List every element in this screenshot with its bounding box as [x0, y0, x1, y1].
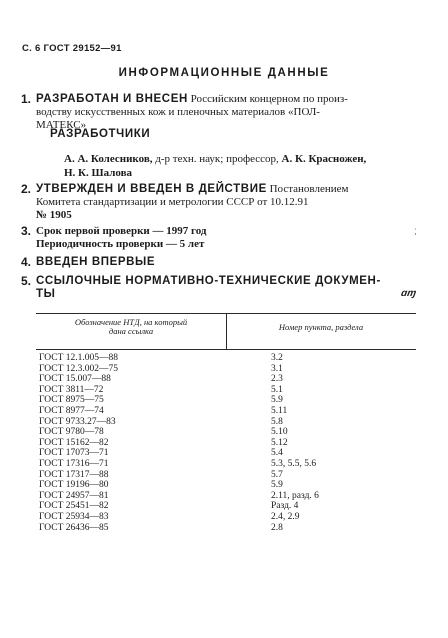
section-5-heading-line-1: ССЫЛОЧНЫЕ НОРМАТИВНО-ТЕХНИЧЕСКИЕ ДОКУМЕН-: [36, 275, 381, 287]
table-row: [36, 353, 416, 364]
table-cell-document: ГОСТ 17316—71: [39, 458, 109, 469]
section-5: [21, 274, 421, 301]
table-row: [36, 438, 416, 449]
table-cell-clause: 5.3, 5.5, 5.6: [271, 458, 317, 469]
developers-heading: РАЗРАБОТЧИКИ: [50, 128, 151, 140]
table-cell-clause: 5.1: [271, 384, 283, 395]
table-body: [36, 353, 416, 533]
table-cell-document: ГОСТ 9780—78: [39, 427, 104, 438]
table-cell-document: ГОСТ 9733.27—83: [39, 416, 116, 427]
developers-list: [64, 152, 424, 180]
table-cell-clause: 3.2: [271, 353, 283, 363]
table-cell-document: ГОСТ 12.1.005—88: [39, 353, 118, 363]
section-2: [21, 182, 421, 222]
table-row: [36, 480, 416, 491]
table-cell-clause: 3.1: [271, 363, 283, 374]
table-cell-document: ГОСТ 8977—74: [39, 405, 104, 416]
table-cell-clause: 2.3: [271, 374, 283, 385]
table-cell-clause: 5.11: [271, 405, 288, 416]
table-cell-document: ГОСТ 17317—88: [39, 469, 109, 480]
developer-2: А. К. Красножен,: [281, 153, 367, 165]
developer-1-title: д-р техн. наук; профессор,: [155, 153, 279, 165]
table-cell-clause: 5.12: [271, 437, 288, 448]
table-row: [36, 417, 416, 428]
section-4: [21, 255, 421, 269]
section-2-line-3: № 1905: [36, 209, 72, 221]
page-title: ИНФОРМАЦИОННЫЕ ДАННЫЕ: [118, 67, 330, 79]
table-header-document-line-1: Обозначение НТД, на который: [74, 317, 188, 327]
section-4-heading: ВВЕДЕН ВПЕРВЫЕ: [36, 256, 156, 268]
section-1-line-3: МАТЕКС»: [36, 119, 87, 131]
table-header-document-line-2: дана ссылка: [108, 326, 154, 336]
table-row: [36, 491, 416, 502]
table-cell-document: ГОСТ 25451—82: [39, 501, 109, 512]
table-cell-clause: 5.4: [271, 448, 283, 459]
table-row: [36, 470, 416, 481]
table-cell-document: ГОСТ 3811—72: [39, 384, 104, 395]
section-2-number: 2.: [21, 182, 32, 196]
section-1-line-1: Российским концерном по произ-: [190, 93, 348, 105]
table-row: [36, 501, 416, 512]
section-2-heading: УТВЕРЖДЕН И ВВЕДЕН В ДЕЙСТВИЕ: [36, 183, 267, 195]
table-cell-document: ГОСТ 12.3.002—75: [39, 363, 118, 374]
table-cell-clause: 5.9: [271, 480, 283, 491]
section-1-line-2: водству искусственных кож и пленочных материалов «ПОЛ-: [36, 106, 320, 118]
table-row: [36, 406, 416, 417]
section-1-number: 1.: [21, 92, 32, 106]
section-3-line-1: Срок первой проверки — 1997 год: [36, 225, 207, 237]
section-2-line-2: Комитета стандартизации и метрологии СССР от 10.12.91: [36, 196, 309, 208]
table-row: [36, 364, 416, 375]
scan-mark-icon: ɑɱ: [398, 288, 419, 299]
page-header: С. 6 ГОСТ 29152—91: [22, 43, 122, 54]
table-cell-clause: Разд. 4: [271, 501, 299, 512]
table-row: [36, 385, 416, 396]
table-row: [36, 395, 416, 406]
table-row: [36, 523, 416, 534]
table-row: [36, 459, 416, 470]
table-cell-clause: 2.4, 2.9: [271, 511, 300, 522]
table-row: [36, 448, 416, 459]
table-cell-clause: 2.11, разд. 6: [271, 490, 319, 501]
table-row: [36, 374, 416, 385]
table-cell-document: ГОСТ 19196—80: [39, 480, 109, 491]
table-cell-clause: 5.10: [271, 427, 288, 438]
section-1: [21, 92, 421, 132]
section-5-number: 5.: [21, 274, 32, 288]
section-2-line-1: Постановлением: [269, 183, 349, 195]
section-1-heading: РАЗРАБОТАН И ВНЕСЕН: [36, 93, 188, 105]
section-5-heading-line-2: ТЫ: [36, 288, 56, 300]
table-cell-document: ГОСТ 17073—71: [39, 448, 109, 459]
table-row: [36, 512, 416, 523]
table-cell-document: ГОСТ 15.007—88: [39, 374, 111, 385]
section-3-line-2: Периодичность проверки — 5 лет: [36, 238, 205, 250]
table-cell-clause: 5.8: [271, 416, 283, 427]
table-cell-document: ГОСТ 8975—75: [39, 395, 104, 406]
table-cell-document: ГОСТ 26436—85: [39, 522, 109, 533]
table-header-rule: [36, 349, 416, 350]
section-3-number: 3.: [21, 224, 32, 238]
table-row: [36, 427, 416, 438]
section-3: [21, 224, 421, 251]
developer-1: А. А. Колесников,: [64, 153, 153, 165]
table-header-clause: Номер пункта, раздела: [278, 322, 364, 332]
scan-mark-icon: ;: [414, 226, 417, 237]
table-cell-clause: 2.8: [271, 522, 283, 533]
table-cell-document: ГОСТ 15162—82: [39, 437, 109, 448]
section-4-number: 4.: [21, 255, 32, 269]
table-cell-clause: 5.7: [271, 469, 283, 480]
table-header-document: [36, 318, 226, 336]
table-cell-clause: 5.9: [271, 395, 283, 406]
developer-3: Н. К. Шалова: [64, 167, 133, 179]
table-cell-document: ГОСТ 24957—81: [39, 490, 109, 501]
table-cell-document: ГОСТ 25934—83: [39, 511, 109, 522]
